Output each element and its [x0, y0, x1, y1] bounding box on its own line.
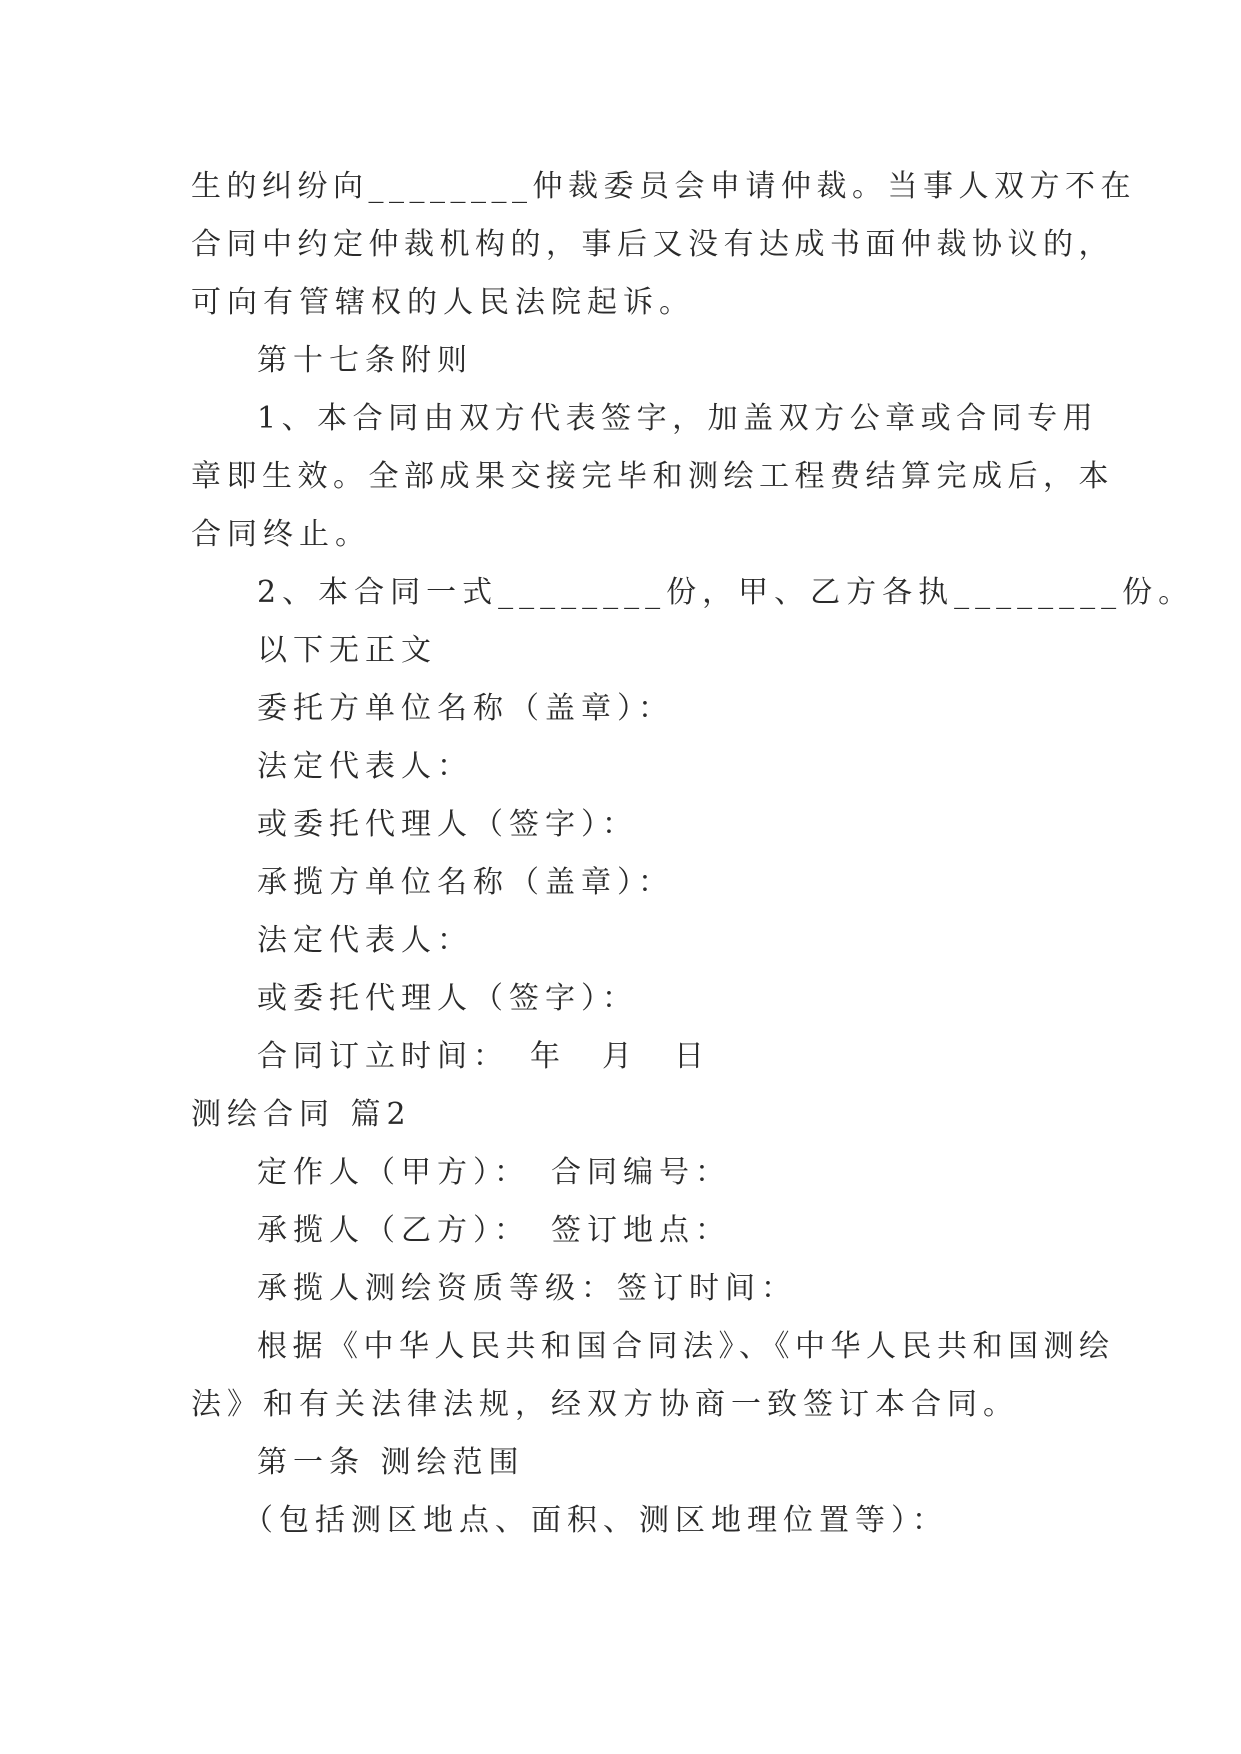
text-line: 合同中约定仲裁机构的，事后又没有达成书面仲裁协议的， — [191, 227, 1114, 262]
signature-field: 法定代表人： — [257, 749, 473, 784]
text-line: 2、本合同一式________份，甲、乙方各执________份。 — [257, 575, 1195, 610]
signature-field: 委托方单位名称（盖章）： — [257, 691, 674, 726]
text-line: 法》和有关法律法规，经双方协商一致签订本合同。 — [191, 1387, 1019, 1422]
text-line: （包括测区地点、面积、测区地理位置等）： — [243, 1503, 948, 1538]
document-page — [191, 158, 1195, 1550]
text-line: 可向有管辖权的人民法院起诉。 — [191, 285, 695, 320]
header-field: 定作人（甲方）： 合同编号： — [257, 1155, 731, 1190]
section-heading: 第一条 测绘范围 — [257, 1445, 525, 1480]
header-field: 承揽人测绘资质等级：签订时间： — [257, 1271, 797, 1306]
text-line: 合同终止。 — [191, 517, 371, 552]
text-line: 根据《中华人民共和国合同法》、《中华人民共和国测绘 — [257, 1329, 1115, 1364]
signature-field: 承揽方单位名称（盖章）： — [257, 865, 674, 900]
signature-field: 或委托代理人（签字）： — [257, 807, 638, 842]
text-line: 1、本合同由双方代表签字，加盖双方公章或合同专用 — [257, 401, 1099, 436]
text-line: 生的纠纷向________仲裁委员会申请仲裁。当事人双方不在 — [191, 169, 1136, 204]
signature-field: 法定代表人： — [257, 923, 473, 958]
header-field: 承揽人（乙方）： 签订地点： — [257, 1213, 731, 1248]
document-title: 测绘合同 篇2 — [191, 1097, 412, 1132]
signature-field: 或委托代理人（签字）： — [257, 981, 638, 1016]
date-field: 合同订立时间： 年 月 日 — [257, 1039, 710, 1074]
text-line: 以下无正文 — [257, 633, 437, 668]
text-line: 章即生效。全部成果交接完毕和测绘工程费结算完成后，本 — [191, 459, 1114, 494]
section-heading: 第十七条附则 — [257, 343, 473, 378]
